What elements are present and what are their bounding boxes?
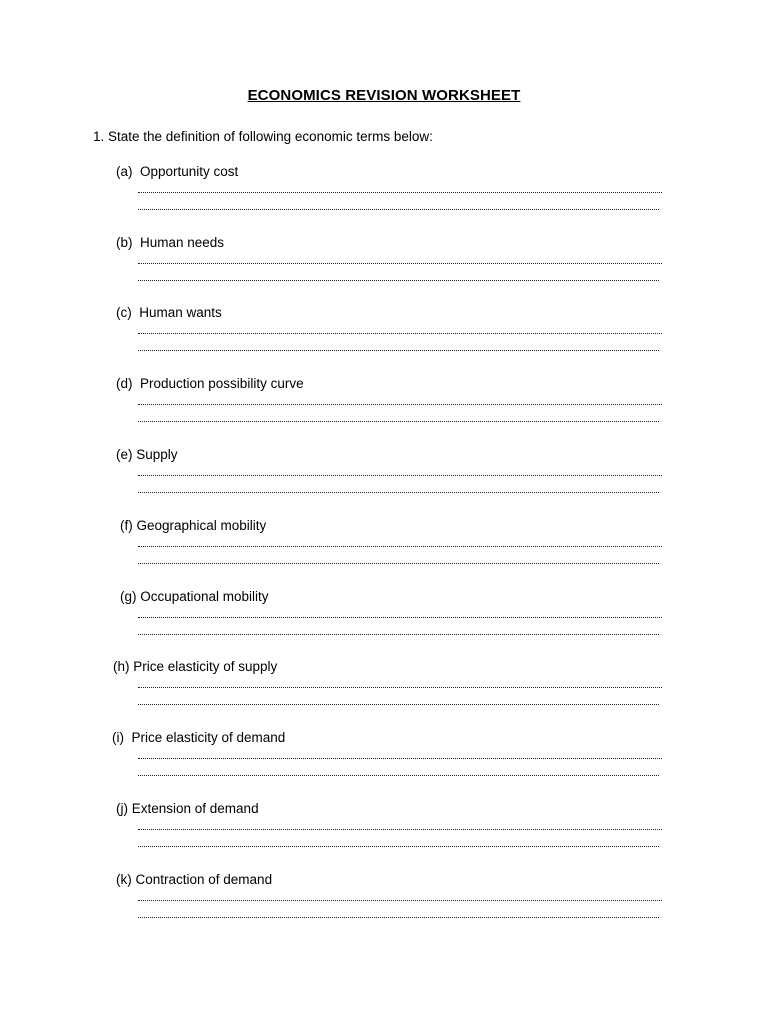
item-label: (c) Human wants: [116, 305, 222, 320]
answer-line[interactable]: [138, 348, 659, 351]
answer-line[interactable]: [138, 844, 659, 847]
answer-line[interactable]: [138, 915, 659, 918]
item-label: (h) Price elasticity of supply: [113, 659, 278, 674]
item-supply: [0, 447, 768, 513]
answer-line[interactable]: [138, 419, 659, 422]
item-label: (b) Human needs: [116, 235, 225, 250]
answer-line[interactable]: [138, 261, 662, 264]
answer-line[interactable]: [138, 561, 659, 564]
item-label: (d) Production possibility curve: [116, 376, 304, 391]
answer-line[interactable]: [138, 490, 659, 493]
item-human-wants: [0, 305, 768, 371]
item-label: (f) Geographical mobility: [120, 518, 267, 533]
answer-line[interactable]: [138, 898, 662, 901]
answer-line[interactable]: [138, 702, 659, 705]
item-price-elasticity-of-supply: [0, 659, 768, 725]
item-label: (k) Contraction of demand: [116, 872, 273, 887]
item-contraction-of-demand: [0, 872, 768, 938]
item-label: (i) Price elasticity of demand: [112, 730, 286, 745]
item-label: (a) Opportunity cost: [116, 164, 239, 179]
item-label: (e) Supply: [116, 447, 178, 462]
answer-line[interactable]: [138, 615, 662, 618]
answer-line[interactable]: [138, 473, 662, 476]
answer-line[interactable]: [138, 827, 662, 830]
answer-line[interactable]: [138, 544, 662, 547]
question-1-prompt: 1. State the definition of following economic terms below:: [93, 129, 433, 144]
item-geographical-mobility: [0, 518, 768, 584]
item-opportunity-cost: [0, 164, 768, 230]
worksheet-title: ECONOMICS REVISION WORKSHEET: [247, 87, 521, 104]
answer-line[interactable]: [138, 756, 662, 759]
item-human-needs: [0, 235, 768, 301]
answer-line[interactable]: [138, 632, 659, 635]
item-label: (j) Extension of demand: [116, 801, 259, 816]
answer-line[interactable]: [138, 331, 662, 334]
item-label: (g) Occupational mobility: [120, 589, 269, 604]
item-extension-of-demand: [0, 801, 768, 867]
item-price-elasticity-of-demand: [0, 730, 768, 796]
item-occupational-mobility: [0, 589, 768, 655]
answer-line[interactable]: [138, 402, 662, 405]
answer-line[interactable]: [138, 773, 659, 776]
answer-line[interactable]: [138, 278, 659, 281]
answer-line[interactable]: [138, 685, 662, 688]
answer-line[interactable]: [138, 190, 662, 193]
item-production-possibility-curve: [0, 376, 768, 442]
answer-line[interactable]: [138, 207, 659, 210]
